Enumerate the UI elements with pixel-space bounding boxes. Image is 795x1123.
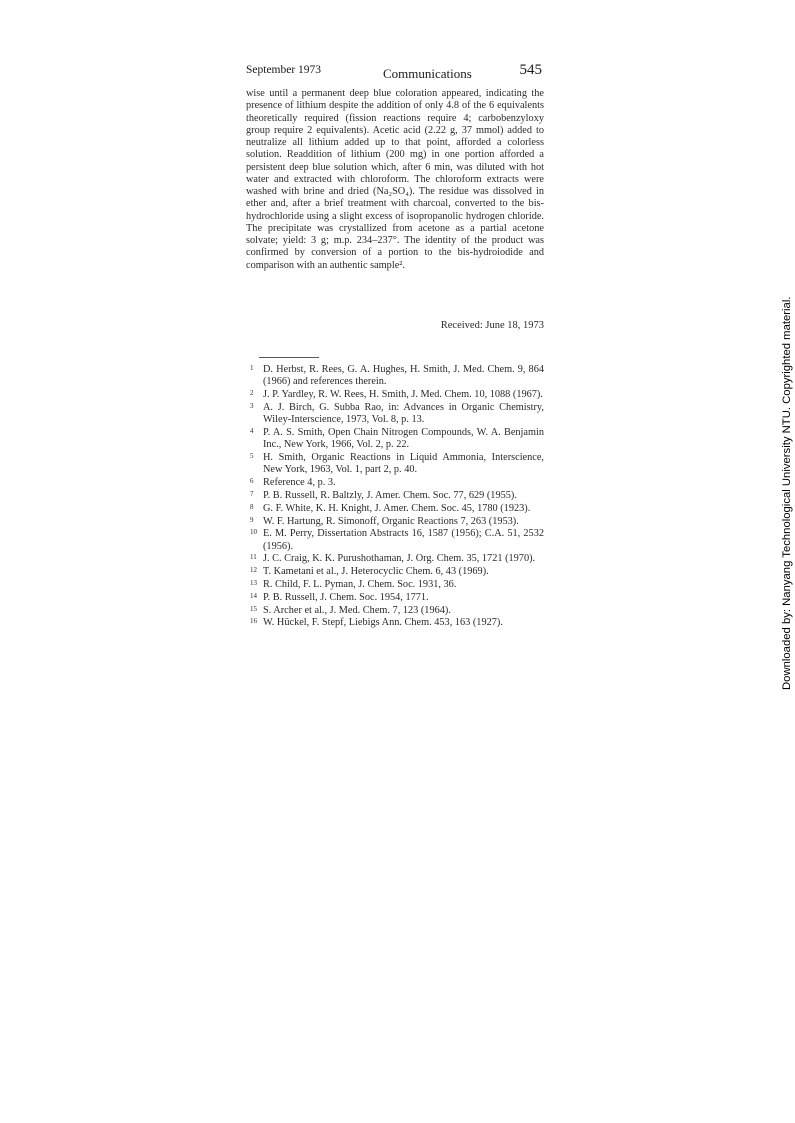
reference-number: 8 [250,502,254,511]
download-watermark [781,296,795,1020]
section-title: Communications [383,66,472,81]
reference-item [246,452,544,477]
page-header [246,62,544,82]
reference-number: 2 [250,389,254,398]
reference-item [246,579,544,591]
reference-number: 1 [250,364,254,372]
reference-text: P. B. Russell, R. Baltzly, J. Amer. Chem. Soc. 77, 629 (1955). [263,489,517,501]
reference-text: R. Child, F. L. Pyman, J. Chem. Soc. 1931, 36. [263,579,457,591]
reference-item [246,528,544,553]
reference-text: P. A. S. Smith, Open Chain Nitrogen Compounds, W. A. Benjamin Inc., New York, 1966, Vol. 2, p. 22. [263,426,544,451]
reference-item [246,592,544,604]
reference-text: J. C. Craig, K. K. Purushothaman, J. Org. Chem. 35, 1721 (1970). [263,553,536,565]
reference-number: 10 [250,528,257,537]
reference-item [246,553,544,565]
reference-number: 4 [250,426,254,435]
reference-number: 11 [250,553,257,562]
reference-item [246,402,544,427]
watermark-text: Downloaded by: Nanyang Technological University NTU. Copyrighted material. [781,296,793,690]
reference-text: W. Hückel, F. Stepf, Liebigs Ann. Chem. 453, 163 (1927). [263,617,503,629]
reference-text: S. Archer et al., J. Med. Chem. 7, 123 (1964). [263,604,451,616]
reference-number: 13 [250,579,257,588]
reference-number: 15 [250,604,257,613]
reference-text: T. Kametani et al., J. Heterocyclic Chem. 6, 43 (1969). [263,566,489,578]
reference-item [246,427,544,452]
reference-text: A. J. Birch, G. Subba Rao, in: Advances in Organic Chemistry, Wiley-Interscience, 1973, Vol. 8, p. 13. [263,401,544,426]
reference-number: 16 [250,617,257,626]
reference-item [246,477,544,489]
reference-number: 14 [250,591,257,600]
reference-text: P. B. Russell, J. Chem. Soc. 1954, 1771. [263,591,429,603]
reference-item [246,605,544,617]
reference-item [246,490,544,502]
reference-text: H. Smith, Organic Reactions in Liquid Ammonia, Interscience, New York, 1963, Vol. 1, part 2, p. 40. [263,452,544,476]
reference-number: 12 [250,566,257,575]
page-number: 545 [519,62,542,78]
footnote-divider [259,357,319,358]
reference-number: 3 [250,401,254,410]
reference-item [246,364,544,389]
reference-item [246,516,544,528]
reference-text: W. F. Hartung, R. Simonoff, Organic Reactions 7, 263 (1953). [263,515,519,527]
reference-item [246,389,544,401]
reference-item [246,617,544,629]
reference-text: D. Herbst, R. Rees, G. A. Hughes, H. Smith, J. Med. Chem. 9, 864 (1966) and references therein. [263,364,544,388]
reference-list [246,364,544,630]
reference-text: G. F. White, K. H. Knight, J. Amer. Chem. Soc. 45, 1780 (1923). [263,502,531,514]
reference-item [246,566,544,578]
body-paragraph: wise until a permanent deep blue coloration appeared, indicating the presence of lithium despite the addition of only 4.8 of the 6 equivalents theoretically required (fission reactions require 4; carbobenzyloxy group require 2 equivalents). Acetic acid (2.22 g, 37 mmol) added to neutralize all lithium added up to that point, afforded a colorless solution. Readdition of lithium (200 mg) in one portion afforded a persistent deep blue solution which, after 6 min, was diluted with hot water and extracted with chloroform. The chloroform extracts were washed with brine and dried (Na₂SO₄). The residue was dissolved in ether and, after a brief treatment with charcoal, converted to the bis-hydrochloride using a slight excess of isopropanolic hydrogen chloride. The precipitate was crystallized from acetone as a partial acetone solvate; yield: 3 g; m.p. 234–237°. The identity of the product was confirmed by conversion of a portion to the bis-hydroiodide and comparison with an authentic sample². [246,88,544,271]
reference-number: 7 [250,489,254,498]
reference-number: 9 [250,515,254,524]
reference-number: 5 [250,452,254,461]
reference-text: E. M. Perry, Dissertation Abstracts 16, 1587 (1956); C.A. 51, 2532 (1956). [263,528,544,552]
reference-item [246,503,544,515]
issue-date: September 1973 [246,64,322,76]
reference-text: J. P. Yardley, R. W. Rees, H. Smith, J. Med. Chem. 10, 1088 (1967). [263,389,543,401]
received-date: Received: June 18, 1973 [440,320,544,331]
reference-text: Reference 4, p. 3. [263,477,336,489]
reference-number: 6 [250,477,254,486]
